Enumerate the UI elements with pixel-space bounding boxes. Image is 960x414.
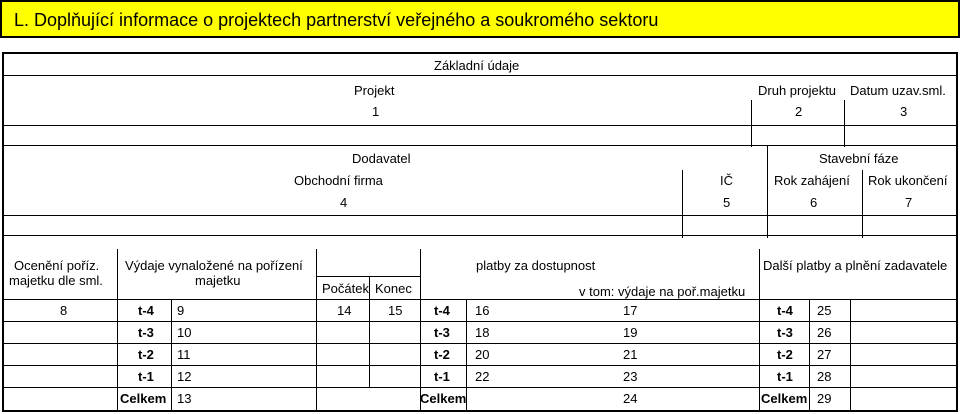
grid-line xyxy=(4,387,956,388)
grid-line xyxy=(4,125,956,126)
konec-header: Konec xyxy=(375,281,412,296)
section-title: L. Doplňující informace o projektech partnerství veřejného a soukromého sektoru xyxy=(14,10,659,30)
grid-line xyxy=(751,100,752,147)
cell-number: 20 xyxy=(475,347,490,362)
row-label: t-2 xyxy=(434,347,450,362)
col-number: 4 xyxy=(340,195,348,210)
projekt-header: Projekt xyxy=(354,83,395,98)
vydaje-header-1: Výdaje vynaložené na pořízení xyxy=(125,258,303,273)
total-label: Celkem xyxy=(761,391,808,406)
grid-line xyxy=(4,343,956,344)
col-number: 7 xyxy=(905,195,913,210)
ukonceni-header: Rok ukončení xyxy=(868,173,948,188)
row-label: t-3 xyxy=(777,325,793,340)
col-number: 6 xyxy=(810,195,818,210)
col-number: 2 xyxy=(795,104,803,119)
grid-line xyxy=(4,215,956,216)
col-number: 14 xyxy=(337,303,352,318)
row-label: t-1 xyxy=(434,369,450,384)
grid-line xyxy=(369,276,370,387)
platby-header: platby za dostupnost xyxy=(476,258,596,273)
grid-line xyxy=(4,235,956,236)
col-number: 15 xyxy=(388,303,403,318)
cell-number: 9 xyxy=(177,303,185,318)
ic-header: IČ xyxy=(720,173,733,188)
total-label: Celkem xyxy=(420,391,467,406)
datum-header: Datum uzav.sml. xyxy=(850,83,946,98)
grid-line xyxy=(4,145,956,146)
total-label: Celkem xyxy=(120,391,167,406)
cell-number: 21 xyxy=(623,347,638,362)
druh-header: Druh projektu xyxy=(758,83,837,98)
grid-line xyxy=(759,249,760,410)
grid-line xyxy=(850,299,851,410)
col-number: 1 xyxy=(372,104,380,119)
row-label: t-4 xyxy=(777,303,793,318)
oceneni-header-2: majetku dle sml. xyxy=(9,273,103,288)
row-label: t-1 xyxy=(138,369,154,384)
grid-line xyxy=(117,249,118,410)
row-label: t-2 xyxy=(138,347,154,362)
grid-line xyxy=(4,365,956,366)
cell-number: 22 xyxy=(475,369,490,384)
info-table xyxy=(2,52,958,412)
grid-line xyxy=(316,249,317,410)
cell-number: 29 xyxy=(817,391,832,406)
grid-line xyxy=(767,145,768,238)
zahajeni-header: Rok zahájení xyxy=(774,173,850,188)
row-label: t-1 xyxy=(777,369,793,384)
cell-number: 19 xyxy=(623,325,638,340)
section-header xyxy=(0,0,960,38)
col-number: 5 xyxy=(723,195,731,210)
grid-line xyxy=(4,321,956,322)
cell-number: 13 xyxy=(177,391,192,406)
row-label: t-4 xyxy=(434,303,450,318)
cell-number: 16 xyxy=(475,303,490,318)
row-label: t-4 xyxy=(138,303,154,318)
cell-number: 24 xyxy=(623,391,638,406)
cell-number: 26 xyxy=(817,325,832,340)
row-label: t-3 xyxy=(138,325,154,340)
cell-number: 17 xyxy=(623,303,638,318)
grid-line xyxy=(420,249,421,410)
dodavatel-header: Dodavatel xyxy=(352,151,411,166)
row-label: t-2 xyxy=(777,347,793,362)
cell-number: 11 xyxy=(177,347,191,362)
grid-line xyxy=(682,170,683,238)
vtom-header: v tom: výdaje na poř.majetku xyxy=(579,284,746,299)
firma-header: Obchodní firma xyxy=(294,173,383,188)
cell-number: 28 xyxy=(817,369,832,384)
row-label: t-3 xyxy=(434,325,450,340)
grid-line xyxy=(4,75,956,76)
dalsi-header: Další platby a plnění zadavatele xyxy=(763,258,948,273)
oceneni-header-1: Ocenění poříz. xyxy=(14,258,100,273)
grid-line xyxy=(809,299,810,410)
grid-line xyxy=(862,170,863,238)
pocatek-header: Počátek xyxy=(322,281,369,296)
grid-line xyxy=(4,299,956,300)
grid-line xyxy=(171,299,172,410)
cell-number: 18 xyxy=(475,325,490,340)
vydaje-header-2: majetku xyxy=(195,273,241,288)
grid-line xyxy=(316,276,420,277)
grid-line xyxy=(844,100,845,147)
cell-number: 10 xyxy=(177,325,192,340)
cell-number: 23 xyxy=(623,369,638,384)
cell-number: 27 xyxy=(817,347,832,362)
basic-title: Základní údaje xyxy=(434,58,520,73)
col-number: 3 xyxy=(900,104,908,119)
cell-number: 25 xyxy=(817,303,832,318)
col-number: 8 xyxy=(60,303,68,318)
stavebni-header: Stavební fáze xyxy=(819,151,899,166)
cell-number: 12 xyxy=(177,369,192,384)
